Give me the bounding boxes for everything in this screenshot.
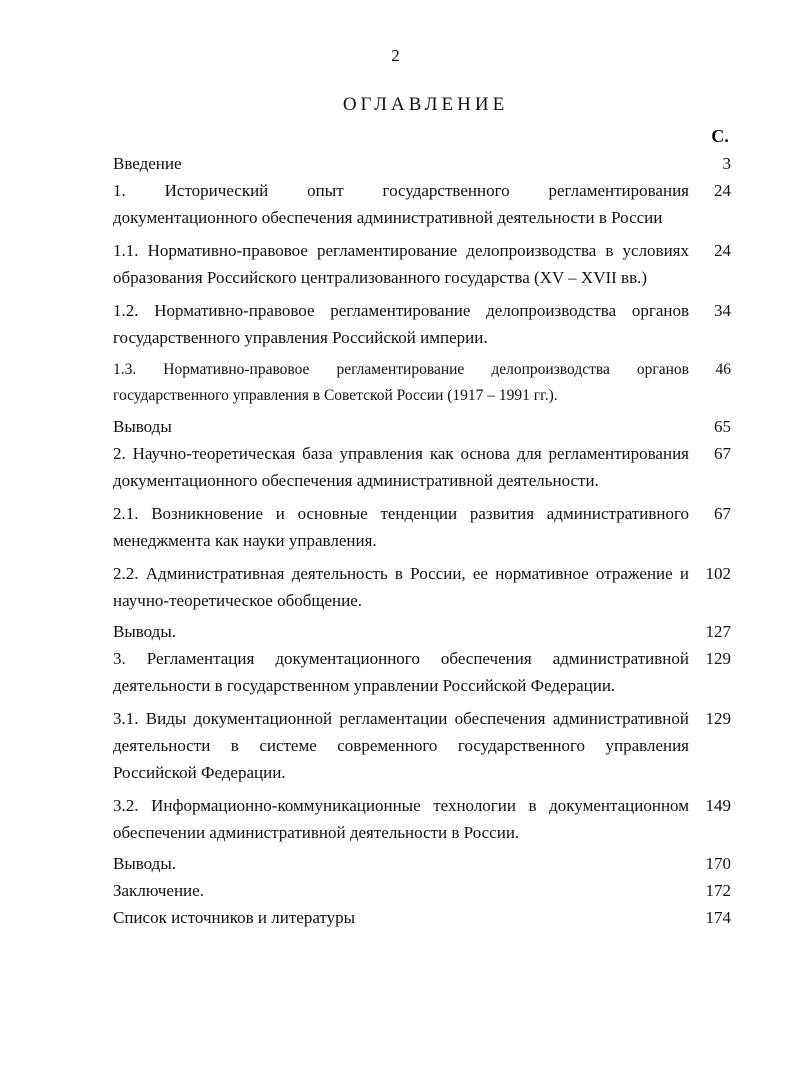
toc-entry-chapter-2 (113, 440, 735, 494)
toc-entry-page: 3 (722, 154, 731, 173)
toc-entry-text: 3. Регламентация документационного обеспечения административной деятельности в государственном управлении Российской Федерации. (113, 649, 689, 695)
toc-entry-bibliography (113, 904, 735, 931)
toc-entry-page: 46 (715, 361, 731, 378)
toc-entry-conclusion (113, 877, 735, 904)
toc-entry-section-3-1 (113, 705, 735, 786)
toc-entry-chapter-1 (113, 177, 735, 231)
toc-entry-text: 2. Научно-теоретическая база управления как основа для регламентирования документационного обеспечения административной деятельности. (113, 444, 689, 490)
toc-entry-page: 129 (705, 709, 731, 728)
toc-entry-page: 127 (705, 622, 731, 641)
toc-entry-conclusions-3 (113, 850, 735, 877)
toc-entry-text: 1.3. Нормативно-правовое регламентирование делопроизводства органов государственного управления в Советской России (1917 – 1991 гг.). (113, 361, 689, 404)
toc-entry-chapter-3 (113, 645, 735, 699)
page-title: ОГЛАВЛЕНИЕ (342, 94, 509, 115)
toc-entry-text: 3.1. Виды документационной регламентации обеспечения административной деятельности в системе современного государственного управления Российской Федерации. (113, 709, 689, 782)
toc-entry-text: 1. Исторический опыт государственного регламентирования документационного обеспечения административной деятельности в России (113, 181, 689, 227)
toc-entry-introduction (113, 150, 735, 177)
toc-entry-page: 149 (705, 796, 731, 815)
toc-entry-text: Выводы. (113, 622, 177, 641)
toc-entry-page: 67 (714, 504, 731, 523)
toc-entry-section-1-1 (113, 237, 735, 291)
toc-entry-text: 1.1. Нормативно-правовое регламентирование делопроизводства в условиях образования Российского централизованного государства (XV – XVII вв.) (113, 241, 689, 287)
toc-entry-page: 170 (705, 854, 731, 873)
page-column-header: С. (711, 126, 729, 146)
toc-entry-text: Список источников и литературы (113, 908, 356, 927)
toc-entry-text: Выводы (113, 417, 172, 436)
toc-entry-text: 2.2. Административная деятельность в России, ее нормативное отражение и научно-теоретическое обобщение. (113, 564, 689, 610)
toc-entry-text: Введение (113, 154, 182, 173)
toc-entry-page: 174 (705, 908, 731, 927)
toc-entry-page: 172 (705, 881, 731, 900)
toc-entry-section-2-1 (113, 500, 735, 554)
toc-entry-section-1-2 (113, 297, 735, 351)
toc-entry-conclusions-2 (113, 618, 735, 645)
toc-entry-text: Заключение. (113, 881, 204, 900)
toc-entry-page: 129 (705, 649, 731, 668)
page-number: 2 (391, 46, 400, 65)
toc-entry-conclusions-1 (113, 413, 735, 440)
toc-entry-text: 1.2. Нормативно-правовое регламентирование делопроизводства органов государственного управления Российской империи. (113, 301, 689, 347)
toc-entry-page: 65 (714, 417, 731, 436)
toc-entry-page: 24 (714, 241, 731, 260)
toc-entry-page: 34 (714, 301, 731, 320)
table-of-contents (113, 150, 735, 931)
toc-entry-page: 67 (714, 444, 731, 463)
toc-entry-section-1-3 (113, 357, 735, 409)
toc-entry-text: Выводы. (113, 854, 177, 873)
toc-entry-page: 24 (714, 181, 731, 200)
toc-entry-section-2-2 (113, 560, 735, 614)
toc-entry-section-3-2 (113, 792, 735, 846)
toc-entry-text: 3.2. Информационно-коммуникационные технологии в документационном обеспечении административной деятельности в России. (113, 796, 689, 842)
toc-entry-text: 2.1. Возникновение и основные тенденции развития административного менеджмента как науки управления. (113, 504, 689, 550)
toc-entry-page: 102 (705, 564, 731, 583)
